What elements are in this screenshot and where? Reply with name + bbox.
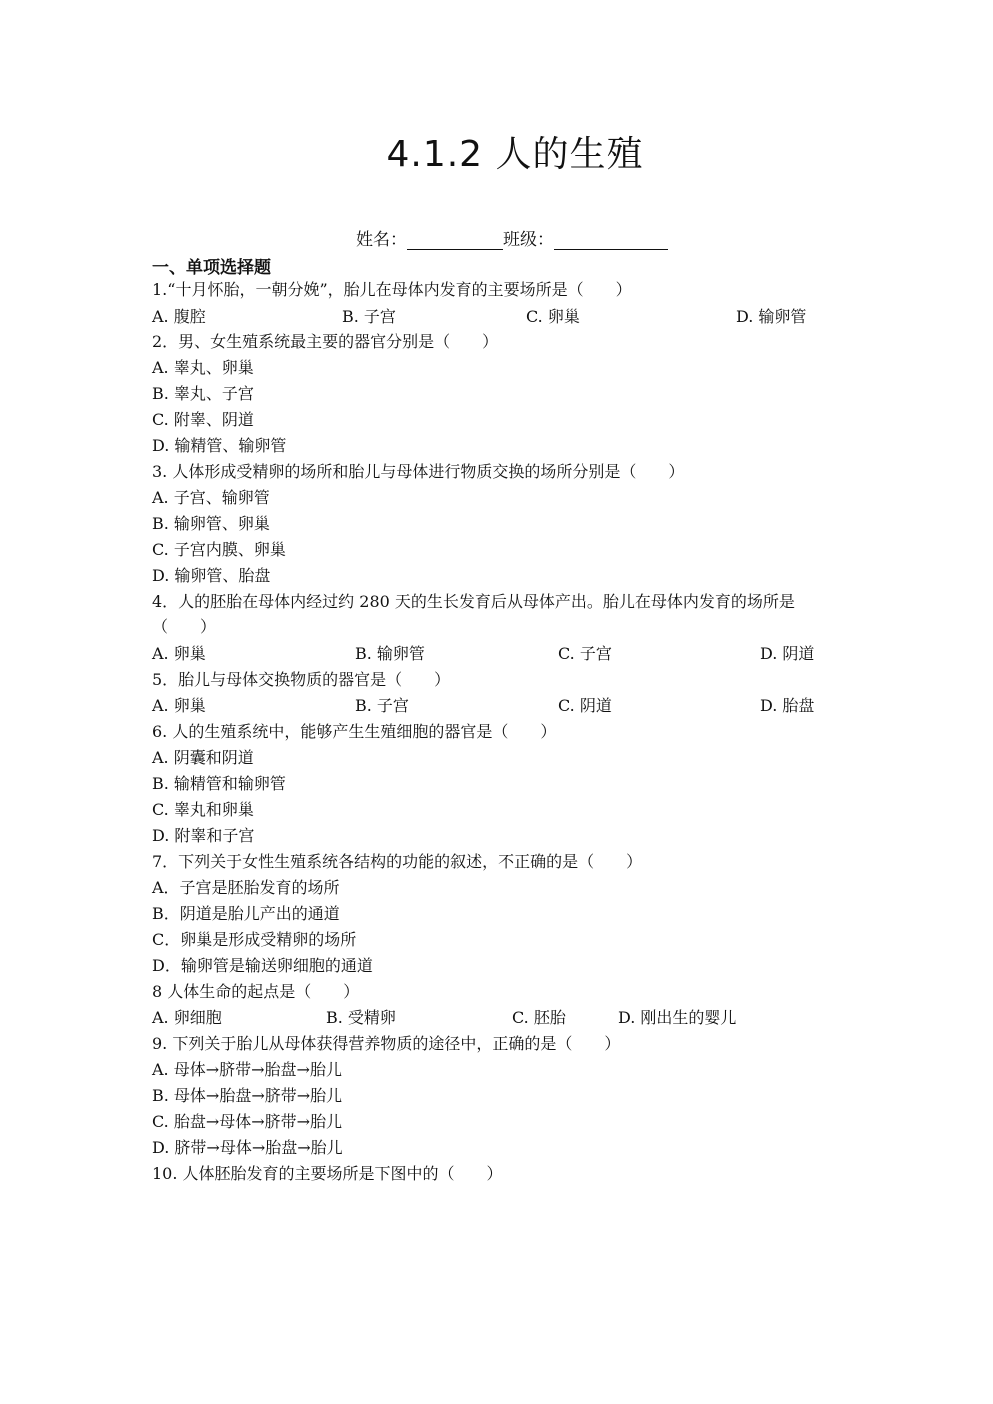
question-4-stem-cont: （ ） [152, 617, 217, 636]
q1-option-c[interactable]: C. 卵巢 [526, 307, 580, 326]
class-label: 班级： [503, 230, 554, 250]
question-1-stem: 1.“十月怀胎，一朝分娩”，胎儿在母体内发育的主要场所是（ ） [152, 280, 632, 299]
q9-option-b[interactable]: B. 母体→胎盘→脐带→胎儿 [152, 1086, 343, 1105]
q2-option-b[interactable]: B. 睾丸、子宫 [152, 384, 254, 403]
q1-option-a[interactable]: A. 腹腔 [152, 307, 206, 326]
q7-option-c[interactable]: C．卵巢是形成受精卵的场所 [152, 930, 357, 949]
q6-option-b[interactable]: B. 输精管和输卵管 [152, 774, 286, 793]
question-3-stem: 3. 人体形成受精卵的场所和胎儿与母体进行物质交换的场所分别是（ ） [152, 462, 685, 481]
q3-option-c[interactable]: C. 子宫内膜、卵巢 [152, 540, 286, 559]
q4-option-c[interactable]: C. 子宫 [558, 644, 612, 663]
question-6-stem: 6. 人的生殖系统中，能够产生生殖细胞的器官是（ ） [152, 722, 557, 741]
q2-option-c[interactable]: C. 附睾、阴道 [152, 410, 254, 429]
q5-option-a[interactable]: A. 卵巢 [152, 696, 206, 715]
question-5-options [152, 696, 842, 716]
name-blank[interactable] [407, 231, 503, 250]
q4-option-b[interactable]: B. 输卵管 [355, 644, 425, 663]
q9-option-c[interactable]: C. 胎盘→母体→脐带→胎儿 [152, 1112, 343, 1131]
q5-option-d[interactable]: D. 胎盘 [760, 696, 815, 715]
q7-option-a[interactable]: A．子宫是胚胎发育的场所 [152, 878, 340, 897]
q8-option-d[interactable]: D. 刚出生的婴儿 [618, 1008, 737, 1027]
q2-option-d[interactable]: D. 输精管、输卵管 [152, 436, 287, 455]
question-1-options [152, 307, 842, 327]
question-10-stem: 10. 人体胚胎发育的主要场所是下图中的（ ） [152, 1164, 503, 1183]
question-2-stem: 2．男、女生殖系统最主要的器官分别是（ ） [152, 332, 499, 351]
q3-option-b[interactable]: B. 输卵管、卵巢 [152, 514, 270, 533]
q1-option-b[interactable]: B. 子宫 [342, 307, 396, 326]
question-8-options [152, 1008, 842, 1028]
name-class-line [356, 225, 668, 250]
q5-option-c[interactable]: C. 阴道 [558, 696, 612, 715]
q7-option-d[interactable]: D．输卵管是输送卵细胞的通道 [152, 956, 373, 975]
class-blank[interactable] [554, 231, 668, 250]
question-7-stem: 7．下列关于女性生殖系统各结构的功能的叙述，不正确的是（ ） [152, 852, 643, 871]
question-4-options [152, 644, 842, 664]
q3-option-d[interactable]: D. 输卵管、胎盘 [152, 566, 271, 585]
q6-option-d[interactable]: D. 附睾和子宫 [152, 826, 255, 845]
q6-option-a[interactable]: A. 阴囊和阴道 [152, 748, 254, 767]
q7-option-b[interactable]: B．阴道是胎儿产出的通道 [152, 904, 340, 923]
q8-option-b[interactable]: B. 受精卵 [326, 1008, 396, 1027]
q9-option-d[interactable]: D. 脐带→母体→胎盘→胎儿 [152, 1138, 343, 1157]
section-heading: 一、单项选择题 [152, 258, 271, 278]
q1-option-d[interactable]: D. 输卵管 [736, 307, 807, 326]
question-5-stem: 5．胎儿与母体交换物质的器官是（ ） [152, 670, 451, 689]
q3-option-a[interactable]: A. 子宫、输卵管 [152, 488, 270, 507]
q8-option-c[interactable]: C. 胚胎 [512, 1008, 566, 1027]
name-label: 姓名： [356, 230, 407, 250]
q9-option-a[interactable]: A. 母体→脐带→胎盘→胎儿 [152, 1060, 342, 1079]
q5-option-b[interactable]: B. 子宫 [355, 696, 409, 715]
q8-option-a[interactable]: A. 卵细胞 [152, 1008, 222, 1027]
question-4-stem: 4．人的胚胎在母体内经过约 280 天的生长发育后从母体产出。胎儿在母体内发育的场所是 [152, 592, 795, 611]
question-9-stem: 9. 下列关于胎儿从母体获得营养物质的途径中，正确的是（ ） [152, 1034, 621, 1053]
q4-option-a[interactable]: A. 卵巢 [152, 644, 206, 663]
q4-option-d[interactable]: D. 阴道 [760, 644, 815, 663]
q6-option-c[interactable]: C. 睾丸和卵巢 [152, 800, 254, 819]
q2-option-a[interactable]: A. 睾丸、卵巢 [152, 358, 254, 377]
page-title: 4.1.2 人的生殖 [386, 134, 644, 175]
question-8-stem: 8 人体生命的起点是（ ） [152, 982, 360, 1001]
